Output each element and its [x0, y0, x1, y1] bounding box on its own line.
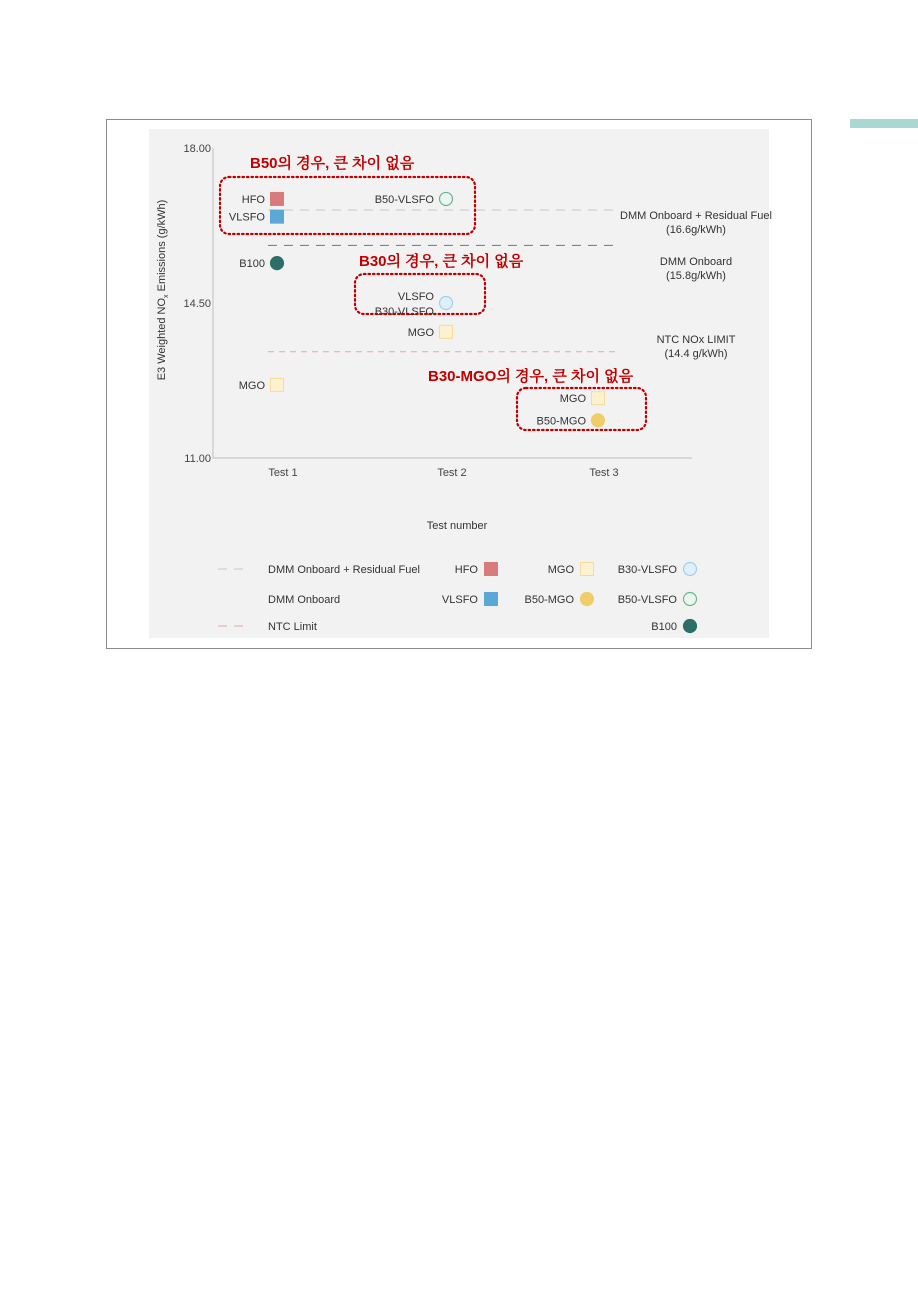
legend-line-label: DMM Onboard — [268, 594, 341, 606]
point-label: VLSFO — [397, 291, 434, 303]
x-tick-label: Test 3 — [589, 467, 619, 479]
point-label: VLSFO — [228, 211, 265, 224]
point-marker-mgo — [592, 392, 605, 405]
legend-marker-label: B50-MGO — [524, 594, 574, 606]
point-label: MGO — [238, 379, 265, 392]
reference-value-label: (15.8g/kWh) — [666, 270, 726, 282]
point-marker-b100 — [271, 257, 284, 270]
point-label: B100 — [239, 258, 265, 271]
x-tick-label: Test 2 — [437, 467, 467, 479]
legend-marker-label: HFO — [454, 564, 478, 576]
point-marker-mgo — [271, 378, 284, 391]
legend-marker-label: VLSFO — [441, 594, 478, 606]
x-tick-label: Test 1 — [268, 467, 298, 479]
legend-marker-label: B100 — [651, 621, 677, 633]
legend-marker-label: B50-VLSFO — [617, 594, 677, 606]
y-tick-label: 14.50 — [183, 298, 211, 310]
reference-value-label: (16.6g/kWh) — [666, 224, 726, 236]
point-marker-hfo — [271, 192, 284, 205]
point-label: MGO — [559, 393, 586, 406]
legend-marker-hfo — [485, 563, 498, 576]
legend-marker-label: MGO — [547, 564, 574, 576]
reference-label: NTC NOx LIMIT — [656, 334, 736, 346]
point-marker-b50-vlsfo — [440, 192, 453, 205]
annotation-text: B50의 경우, 큰 차이 없음 — [250, 155, 415, 172]
legend-marker-b50-vlsfo — [684, 593, 697, 606]
y-tick-label: 18.00 — [183, 143, 211, 155]
legend-marker-label: B30-VLSFO — [617, 564, 677, 576]
point-marker-mgo — [440, 325, 453, 338]
x-axis-title: Test number — [426, 520, 488, 532]
point-label: MGO — [407, 326, 434, 339]
point-label: HFO — [241, 193, 265, 206]
y-axis-title: E3 Weighted $NO_x$ Emissions (g/kWh) — [156, 199, 170, 381]
reference-value-label: (14.4 g/kWh) — [664, 348, 728, 360]
legend-line-label: NTC Limit — [268, 621, 317, 633]
point-label: B50-VLSFO — [374, 193, 434, 206]
point-marker-b50-mgo — [592, 414, 605, 427]
legend-line-label: DMM Onboard + Residual Fuel — [268, 564, 420, 576]
annotation-text: B30의 경우, 큰 차이 없음 — [359, 253, 524, 270]
point-marker-vlsfo — [271, 210, 284, 223]
legend-marker-mgo — [581, 563, 594, 576]
annotation-text: B30-MGO의 경우, 큰 차이 없음 — [428, 368, 634, 385]
legend-marker-b100 — [684, 620, 697, 633]
reference-label: DMM Onboard — [659, 256, 733, 268]
point-label: B30-VLSFO — [374, 306, 434, 318]
reference-label: DMM Onboard + Residual Fuel — [620, 210, 772, 222]
legend-marker-b50-mgo — [581, 593, 594, 606]
point-label: B50-MGO — [536, 415, 586, 428]
legend-marker-b30-vlsfo — [684, 563, 697, 576]
legend-marker-vlsfo — [485, 593, 498, 606]
point-marker-b30-vlsfo — [440, 297, 453, 310]
y-tick-label: 11.00 — [184, 453, 211, 465]
